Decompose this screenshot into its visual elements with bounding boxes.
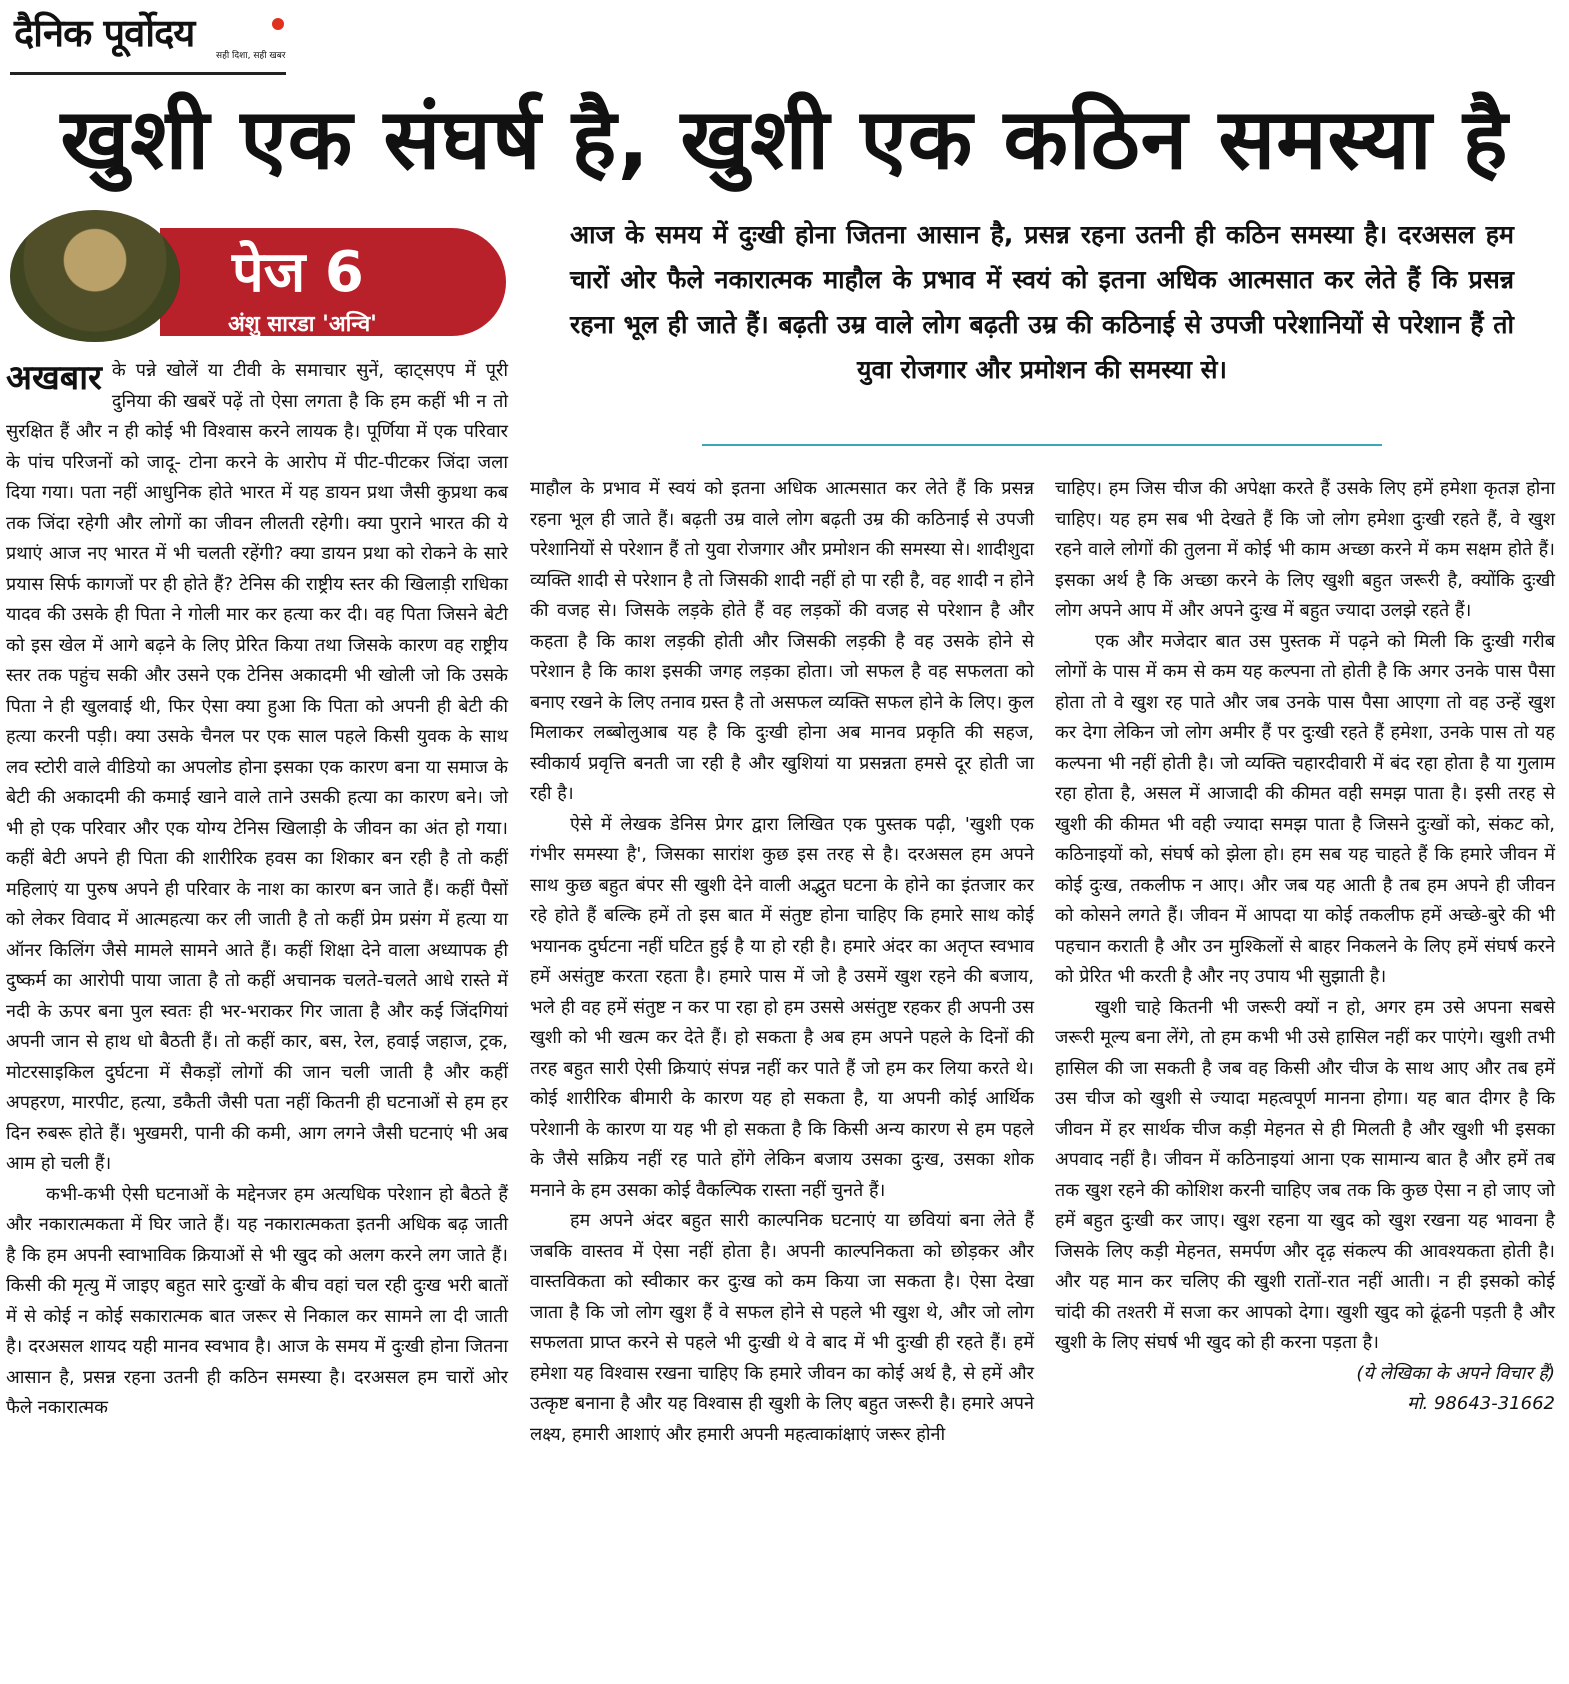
paragraph: माहौल के प्रभाव में स्वयं को इतना अधिक आत्मसात कर लेते हैं कि प्रसन्न रहना भूल ही जाते हैं। बढ़ती उम्र वाले लोग बढ़ती उम्र की कठिनाई से उपजी परेशानियों से परेशान हैं तो युवा रोजगार और प्रमोशन की समस्या से। शादीशुदा व्यक्ति शादी से परेशान है तो जिसकी शादी नहीं हो पा रही है, वह शादी न होने की वजह से। जिसके लड़के होते हैं वह लड़कों की वजह से परेशान है और कहता है कि काश लड़की होती और जिसकी लड़की है वह उसके होने से परेशान है कि काश इसकी जगह लड़का होता। जो सफल है वह सफलता को बनाए रखने के लिए तनाव ग्रस्त है तो असफल व्यक्ति सफल होने के लिए। कुल मिलाकर लब्बोलुआब यह है कि दुःखी होना अब मानव प्रकृति की सहज, स्वीकार्य प्रवृत्ति बनती जा रही है और खुशियां या प्रसन्नता हमसे दूर होती जा रही है। xyxy=(530,478,1034,804)
column-3 xyxy=(1055,474,1555,1420)
newspaper-logo: दैनिक पूर्वोदय xyxy=(14,11,195,55)
column-1 xyxy=(6,356,508,1424)
paragraph: चाहिए। हम जिस चीज की अपेक्षा करते हैं उसके लिए हमें हमेशा कृतज्ञ होना चाहिए। यह हम सब भी देखते हैं कि जो लोग हमेशा दुःखी रहते हैं, वे खुश रहने वाले लोगों की तुलना में कोई भी काम अच्छा करने में कम सक्षम होते हैं। इसका अर्थ है कि अच्छा करने के लिए खुशी बहुत जरूरी है, क्योंकि दुःखी लोग अपने आप में और अपने दुःख में बहुत ज्यादा उलझे रहते हैं। xyxy=(1055,478,1555,621)
paragraph: एक और मजेदार बात उस पुस्तक में पढ़ने को मिली कि दुःखी गरीब लोगों के पास में कम से कम यह कल्पना तो होती है कि अगर उनके पास पैसा होता तो वे खुश रह पाते और जब उनके पास पैसा आएगा तो वह उन्हें खुश कर देगा लेकिन जो लोग अमीर हैं पर दुःखी रहते हैं हमेशा, उनके पास तो यह कल्पना भी नहीं होती है। जो व्यक्ति चहारदीवारी में बंद रहा होता है या गुलाम रहा होता है, असल में आजादी की कीमत वही समझ पाता है। इसी तरह से खुशी की कीमत भी वही ज्यादा समझ पाता है जिसने दुःखों को, संकट को, कठिनाइयों को, संघर्ष को झेला हो। हम सब यह चाहते हैं कि हमारे जीवन में कोई दुःख, तकलीफ न आए। और जब यह आती है तब हम अपने ही जीवन को कोसने लगते हैं। जीवन में आपदा या कोई तकलीफ हमें अच्छे-बुरे की भी पहचान कराती है और उन मुश्किलों से बाहर निकलने के लिए हमें संघर्ष करने को प्रेरित भी करती है और नए उपाय भी सुझाती है। xyxy=(1055,630,1555,987)
author-note: (ये लेखिका के अपने विचार हैं) xyxy=(1356,1362,1555,1384)
byline-box xyxy=(10,210,506,342)
paragraph: ऐसे में लेखक डेनिस प्रेगर द्वारा लिखित एक पुस्तक पढ़ी, 'खुशी एक गंभीर समस्या है', जिसका सारांश कुछ इस तरह से है। दरअसल हम अपने साथ कुछ बहुत बंपर सी खुशी देने वाली अद्भुत घटना के होने का इंतजार कर रहे होते हैं बल्कि हमें तो इस बात में संतुष्ट होना चाहिए कि हमारे साथ कोई भयानक दुर्घटना नहीं घटित हुई है या हो रही है। हमारे अंदर का अतृप्त स्वभाव हमें असंतुष्ट करता रहता है। हमारे पास में जो है उसमें खुश रहने की बजाय, भले ही वह हमें संतुष्ट न कर पा रहा हो हम उससे असंतुष्ट रहकर ही अपनी उस खुशी को भी खत्म कर देते हैं। हो सकता है अब हम अपने पहले के दिनों की तरह बहुत सारी ऐसी क्रियाएं संपन्न नहीं कर पाते हैं जो हम कर लिया करते थे। कोई शारीरिक बीमारी के कारण यह हो सकता है, या अपनी कोई आर्थिक परेशानी के कारण या यह भी हो सकता है कि किसी अन्य कारण से हम पहले के जैसे सक्रिय नहीं रह पाते होंगे लेकिन बजाय उसका दुःख, उसका शोक मनाने के हम उसका कोई वैकल्पिक रास्ता नहीं चुनते हैं। xyxy=(530,813,1034,1201)
author-name: अंशु सारडा 'अन्वि' xyxy=(228,312,377,337)
headline: खुशी एक संघर्ष है, खुशी एक कठिन समस्या है xyxy=(60,90,1509,188)
paragraph: हम अपने अंदर बहुत सारी काल्पनिक घटनाएं या छवियां बना लेते हैं जबकि वास्तव में ऐसा नहीं होता है। अपनी काल्पनिकता को छोड़कर और वास्तविकता को स्वीकार कर दुःख को कम किया जा सकता है। ऐसा देखा जाता है कि जो लोग खुश हैं वे सफल होने से पहले भी खुश थे, और जो लोग सफलता प्राप्त करने से पहले भी दुःखी थे वे बाद में भी दुःखी ही रहते हैं। हमें हमेशा यह विश्वास रखना चाहिए कि हमारे जीवन का कोई अर्थ है, से हमें और उत्कृष्ट बनाना है और यह विश्वास ही खुशी के लिए बहुत जरूरी है। हमारे अपने लक्ष्य, हमारी आशाएं और हमारी अपनी महत्वाकांक्षाएं जरूर होनी xyxy=(530,1210,1034,1445)
column-2 xyxy=(530,474,1034,1450)
page-label: पेज 6 xyxy=(232,240,364,305)
paragraph xyxy=(6,356,508,1180)
paragraph-text: के पन्ने खोलें या टीवी के समाचार सुनें, व्हाट्सएप में पूरी दुनिया की खबरें पढ़ें तो ऐसा लगता है कि हम कहीं भी न तो सुरक्षित हैं और न ही कोई भी विश्वास करने लायक है। पूर्णिया में एक परिवार के पांच परिजनों को जादू- टोना करने के आरोप में पीट-पीटकर जिंदा जला दिया गया। पता नहीं आधुनिक होते भारत में यह डायन प्रथा जैसी कुप्रथा कब तक जिंदा रहेगी और लोगों का जीवन लीलती रहेगी। क्या पुराने भारत की ये प्रथाएं आज नए भारत में भी चलती रहेंगी? क्या डायन प्रथा को रोकने के सारे प्रयास सिर्फ कागजों पर ही होते हैं? टेनिस की राष्ट्रीय स्तर की खिलाड़ी राधिका यादव की उसके ही पिता ने गोली मार कर हत्या कर दी। वह पिता जिसने बेटी को इस खेल में आगे बढ़ने के लिए प्रेरित किया तथा जिसके कारण वह राष्ट्रीय स्तर तक पहुंच सकी और उसने एक टेनिस अकादमी भी खोली जो कि उसके पिता ने ही खुलवाई थी, फिर ऐसा क्या हुआ कि पिता को अपनी ही बेटी की हत्या करनी पड़ी। क्या उसके चैनल पर एक साल पहले किसी युवक के साथ लव स्टोरी वाले वीडियो का अपलोड होना इसका एक कारण बना या समाज के बेटी की अकादमी की कमाई खाने वाले ताने उसकी हत्या का कारण बने। जो भी हो एक परिवार और एक योग्य टेनिस खिलाड़ी के जीवन का अंत हो गया। कहीं बेटी अपने ही पिता की शारीरिक हवस का शिकार बन रही है तो कहीं महिलाएं या पुरुष अपने ही परिवार के नाश का कारण बन जाते हैं। कहीं पैसों को लेकर विवाद में आत्महत्या कर ली जाती है तो कहीं प्रेम प्रसंग में हत्या या ऑनर किलिंग जैसे मामले सामने आते हैं। कहीं शिक्षा देने वाला अध्यापक ही दुष्कर्म का आरोपी पाया जाता है तो कहीं अचानक चलते-चलते आधे रास्ते में नदी के ऊपर बना पुल स्वतः ही भर-भराकर गिर जाता है और कई जिंदगियां अपनी जान से हाथ धो बैठती हैं। तो कहीं कार, बस, रेल, हवाई जहाज, ट्रक, मोटरसाइकिल दुर्घटना में सैकड़ों लोगों की जान चली जाती है और कहीं अपहरण, मारपीट, हत्या, डकैती जैसी पता नहीं कितनी ही घटनाओं से हम हर दिन रुबरू होते हैं। भुखमरी, पानी की कमी, आग लगने जैसी घटनाएं भी अब आम हो चली हैं। xyxy=(6,360,508,1174)
paragraph: कभी-कभी ऐसी घटनाओं के मद्देनजर हम अत्यधिक परेशान हो बैठते हैं और नकारात्मकता में घिर जाते हैं। यह नकारात्मकता इतनी अधिक बढ़ जाती है कि हम अपनी स्वाभाविक क्रियाओं से भी खुद को अलग करने लग जाते हैं। किसी की मृत्यु में जाइए बहुत सारे दुःखों के बीच वहां चल रही दुःख भरी बातों में से कोई न कोई सकारात्मक बात जरूर से निकाल कर सामने ला दी जाती है। दरअसल शायद यही मानव स्वभाव है। आज के समय में दुःखी होना जितना आसान है, प्रसन्न रहना उतनी ही कठिन समस्या है। दरअसल हम चारों ओर फैले नकारात्मक xyxy=(6,1183,508,1418)
author-mobile: मो. 98643-31662 xyxy=(1407,1393,1555,1414)
masthead xyxy=(10,6,286,75)
author-photo xyxy=(10,210,180,342)
intro-text: आज के समय में दुःखी होना जितना आसान है, प्रसन्न रहना उतनी ही कठिन समस्या है। दरअसल हम चारों ओर फैले नकारात्मक माहौल के प्रभाव में स्वयं को इतना अधिक आत्मसात कर लेते हैं कि प्रसन्न रहना भूल ही जाते हैं। बढ़ती उम्र वाले लोग बढ़ती उम्र की कठिनाई से उपजी परेशानियों से परेशान हैं तो युवा रोजगार और प्रमोशन की समस्या से। xyxy=(570,220,1514,384)
paragraph: खुशी चाहे कितनी भी जरूरी क्यों न हो, अगर हम उसे अपना सबसे जरूरी मूल्य बना लेंगे, तो हम कभी भी उसे हासिल नहीं कर पाएंगे। खुशी तभी हासिल की जा सकती है जब वह किसी और चीज के साथ आए और तब हमें उस चीज को खुशी से ज्यादा महत्वपूर्ण मानना होगा। यह बात दीगर है कि जीवन में हर सार्थक चीज कड़ी मेहनत से ही मिलती है और खुशी भी इसका अपवाद नहीं है। जीवन में कठिनाइयां आना एक सामान्य बात है और हमें तब तक खुश रहने की कोशिश करनी चाहिए जब तक कि कुछ ऐसा न हो जाए जो हमें बहुत दुःखी कर जाए। खुश रहना या खुद को खुश रखना यह भावना है जिसके लिए कड़ी मेहनत, समर्पण और दृढ़ संकल्प की आवश्यकता होती है। और यह मान कर चलिए की खुशी रातों-रात नहीं आती। न ही इसको कोई चांदी की तश्तरी में सजा कर आपको देगा। खुशी खुद को ढूंढनी पड़ती है और खुशी के लिए संघर्ष भी खुद को ही करना पड़ता है। xyxy=(1055,996,1555,1353)
drop-word: अखबार xyxy=(6,358,102,398)
tagline: सही दिशा, सही खबर xyxy=(216,51,286,61)
intro-divider xyxy=(702,444,1382,446)
logo-dot-icon xyxy=(272,18,284,30)
